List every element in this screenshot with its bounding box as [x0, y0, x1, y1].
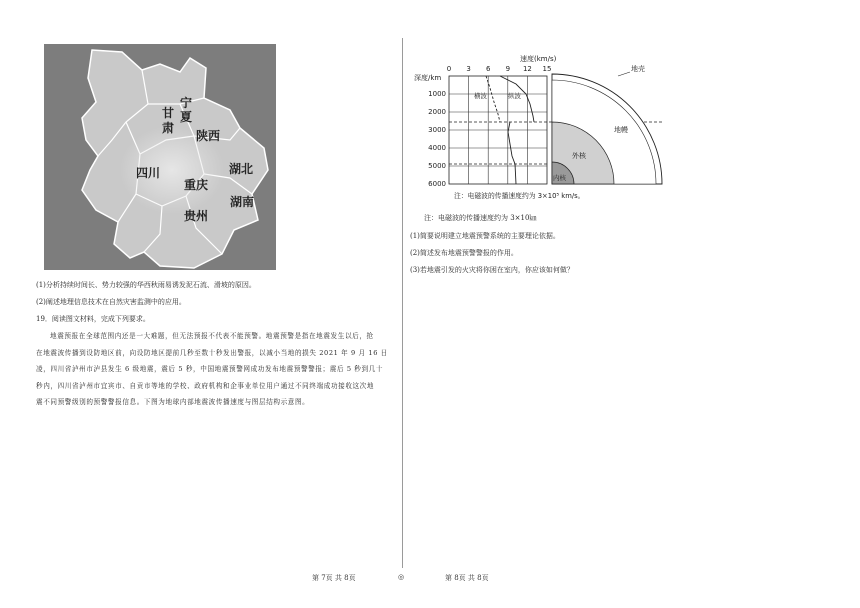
depth-tick: 2000 [428, 108, 446, 116]
map-label-hunan: 湖南 [230, 195, 255, 209]
paragraph-line: 在地震波传播到设防地区前，向设防地区提前几秒至数十秒发出警报，以减小当地的损失 2021 年 9 月 16 日 [36, 348, 388, 357]
figure-caption: 注：电磁波的传播速度约为 3×10⁵ km/s。 [454, 192, 585, 200]
map-label-guizhou: 贵州 [184, 209, 209, 223]
p-wave-label: 纵波 [508, 92, 521, 100]
depth-tick: 1000 [428, 90, 446, 98]
map-label-gansu-2: 肃 [162, 121, 175, 135]
question-right-3: (3)若地震引发的火灾将你困在室内，你应该如何做？ [410, 266, 574, 274]
map-image [44, 44, 276, 270]
page-divider [402, 38, 403, 568]
map-label-sichuan: 四川 [136, 166, 161, 180]
question-right-2: (2)简述发布地震预警警报的作用。 [410, 249, 518, 257]
footer-page-left: 第 7页 共 8页 [312, 574, 356, 582]
seismic-wave-figure [412, 52, 668, 204]
depth-axis-title: 深度/km [414, 74, 442, 82]
speed-tick: 15 [542, 65, 552, 73]
question-1: (1)分析持续时间长、势力较强的华西秋雨易诱发泥石流、滑坡的原因。 [36, 281, 256, 289]
map-label-ningxia-1: 宁 [180, 96, 193, 110]
map-label-hubei: 湖北 [229, 162, 254, 176]
crust-label: 地壳 [631, 65, 645, 73]
question-19-title: 19．阅读图文材料，完成下列要求。 [36, 315, 150, 323]
speed-tick: 0 [446, 65, 452, 73]
speed-tick: 9 [505, 65, 511, 73]
question-2: (2)阐述地理信息技术在自然灾害监测中的应用。 [36, 298, 186, 306]
map-label-gansu-1: 甘 [162, 106, 175, 120]
map-label-ningxia-2: 夏 [180, 110, 193, 124]
mantle-label: 地幔 [614, 126, 628, 134]
s-wave-label: 横波 [474, 92, 487, 100]
speed-tick: 12 [522, 65, 532, 73]
paragraph-line: 震不同预警级别的预警警报信息。下图为地球内部地震波传播速度与图层结构示意图。 [36, 398, 310, 406]
note-line: 注：电磁波的传播速度约为 3×10㎞ [424, 214, 537, 222]
question-right-1: (1)简要说明建立地震预警系统的主要理论依据。 [410, 232, 560, 240]
earth-section [552, 74, 662, 184]
depth-tick: 5000 [428, 162, 446, 170]
material-paragraph [36, 328, 398, 411]
speed-axis-title: 速度(km/s) [520, 55, 557, 63]
paragraph-line: 地震预报在全球范围内还是一大难题，但无法预报不代表不能预警。地震预警是指在地震发生以后，抢 [50, 332, 374, 340]
inner-core-label: 内核 [553, 174, 566, 182]
footer-page-right: 第 8页 共 8页 [445, 574, 489, 582]
speed-tick: 6 [485, 65, 491, 73]
depth-tick: 6000 [428, 180, 446, 188]
figure-svg [412, 52, 668, 204]
paragraph-line: 秒内，四川省泸州市宜宾市、自贡市等地的学校、政府机构和企事业单位用户通过不同终端成功接收这次地 [36, 381, 375, 390]
depth-tick: 3000 [428, 126, 446, 134]
paragraph-line: 凌，四川省泸州市泸县发生 6 级地震，震后 5 秒，中国地震预警网成功发布地震预警警报；震后 5 秒到几十 [36, 365, 384, 373]
map-label-chongqing: 重庆 [184, 178, 209, 192]
footer-center-mark: ◎ [398, 573, 405, 581]
region-map-figure [44, 44, 276, 270]
speed-tick: 3 [466, 65, 471, 73]
depth-tick: 4000 [428, 144, 446, 152]
outer-core-label: 外核 [572, 152, 586, 160]
map-label-shaanxi: 陕西 [196, 129, 221, 143]
